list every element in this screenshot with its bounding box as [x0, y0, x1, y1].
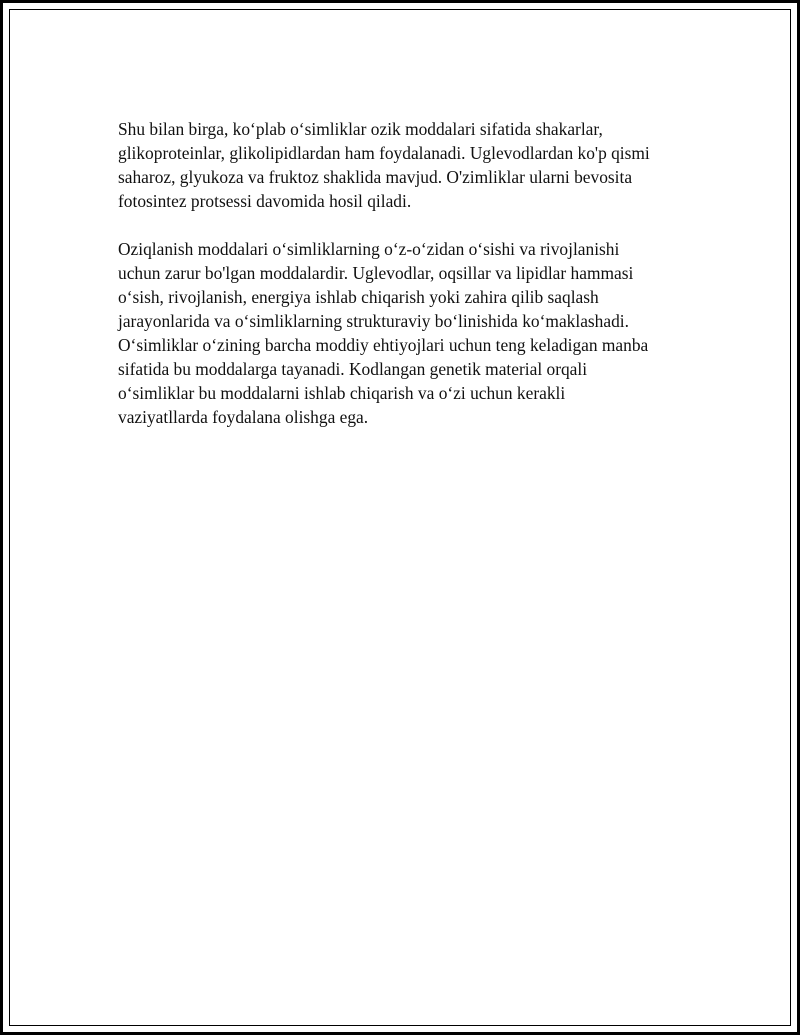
- text-line: fotosintez protsessi davomida hosil qiladi.: [118, 191, 412, 211]
- text-line: jarayonlarida va o‘simliklarning strukturaviy bo‘linishida ko‘maklashadi.: [118, 311, 629, 331]
- document-body: [118, 117, 708, 453]
- text-line: Shu bilan birga, ko‘plab o‘simliklar ozik moddalari sifatida shakarlar,: [118, 119, 603, 139]
- paragraph-1: [118, 117, 708, 213]
- text-line: O‘simliklar o‘zining barcha moddiy ehtiyojlari uchun teng keladigan manba: [118, 335, 649, 355]
- text-line: o‘sish, rivojlanish, energiya ishlab chiqarish yoki zahira qilib saqlash: [118, 287, 599, 307]
- text-line: saharoz, glyukoza va fruktoz shaklida mavjud. O'zimliklar ularni bevosita: [118, 167, 633, 187]
- paragraph-2: [118, 237, 708, 429]
- text-line: glikoproteinlar, glikolipidlardan ham foydalanadi. Uglevodlardan ko'p qismi: [118, 143, 650, 163]
- text-line: vaziyatllarda foydalana olishga ega.: [118, 407, 369, 427]
- text-line: sifatida bu moddalarga tayanadi. Kodlangan genetik material orqali: [118, 359, 588, 379]
- text-line: Oziqlanish moddalari o‘simliklarning o‘z-o‘zidan o‘sishi va rivojlanishi: [118, 239, 620, 259]
- text-line: o‘simliklar bu moddalarni ishlab chiqarish va o‘zi uchun kerakli: [118, 383, 566, 403]
- text-line: uchun zarur bo'lgan moddalardir. Uglevodlar, oqsillar va lipidlar hammasi: [118, 263, 634, 283]
